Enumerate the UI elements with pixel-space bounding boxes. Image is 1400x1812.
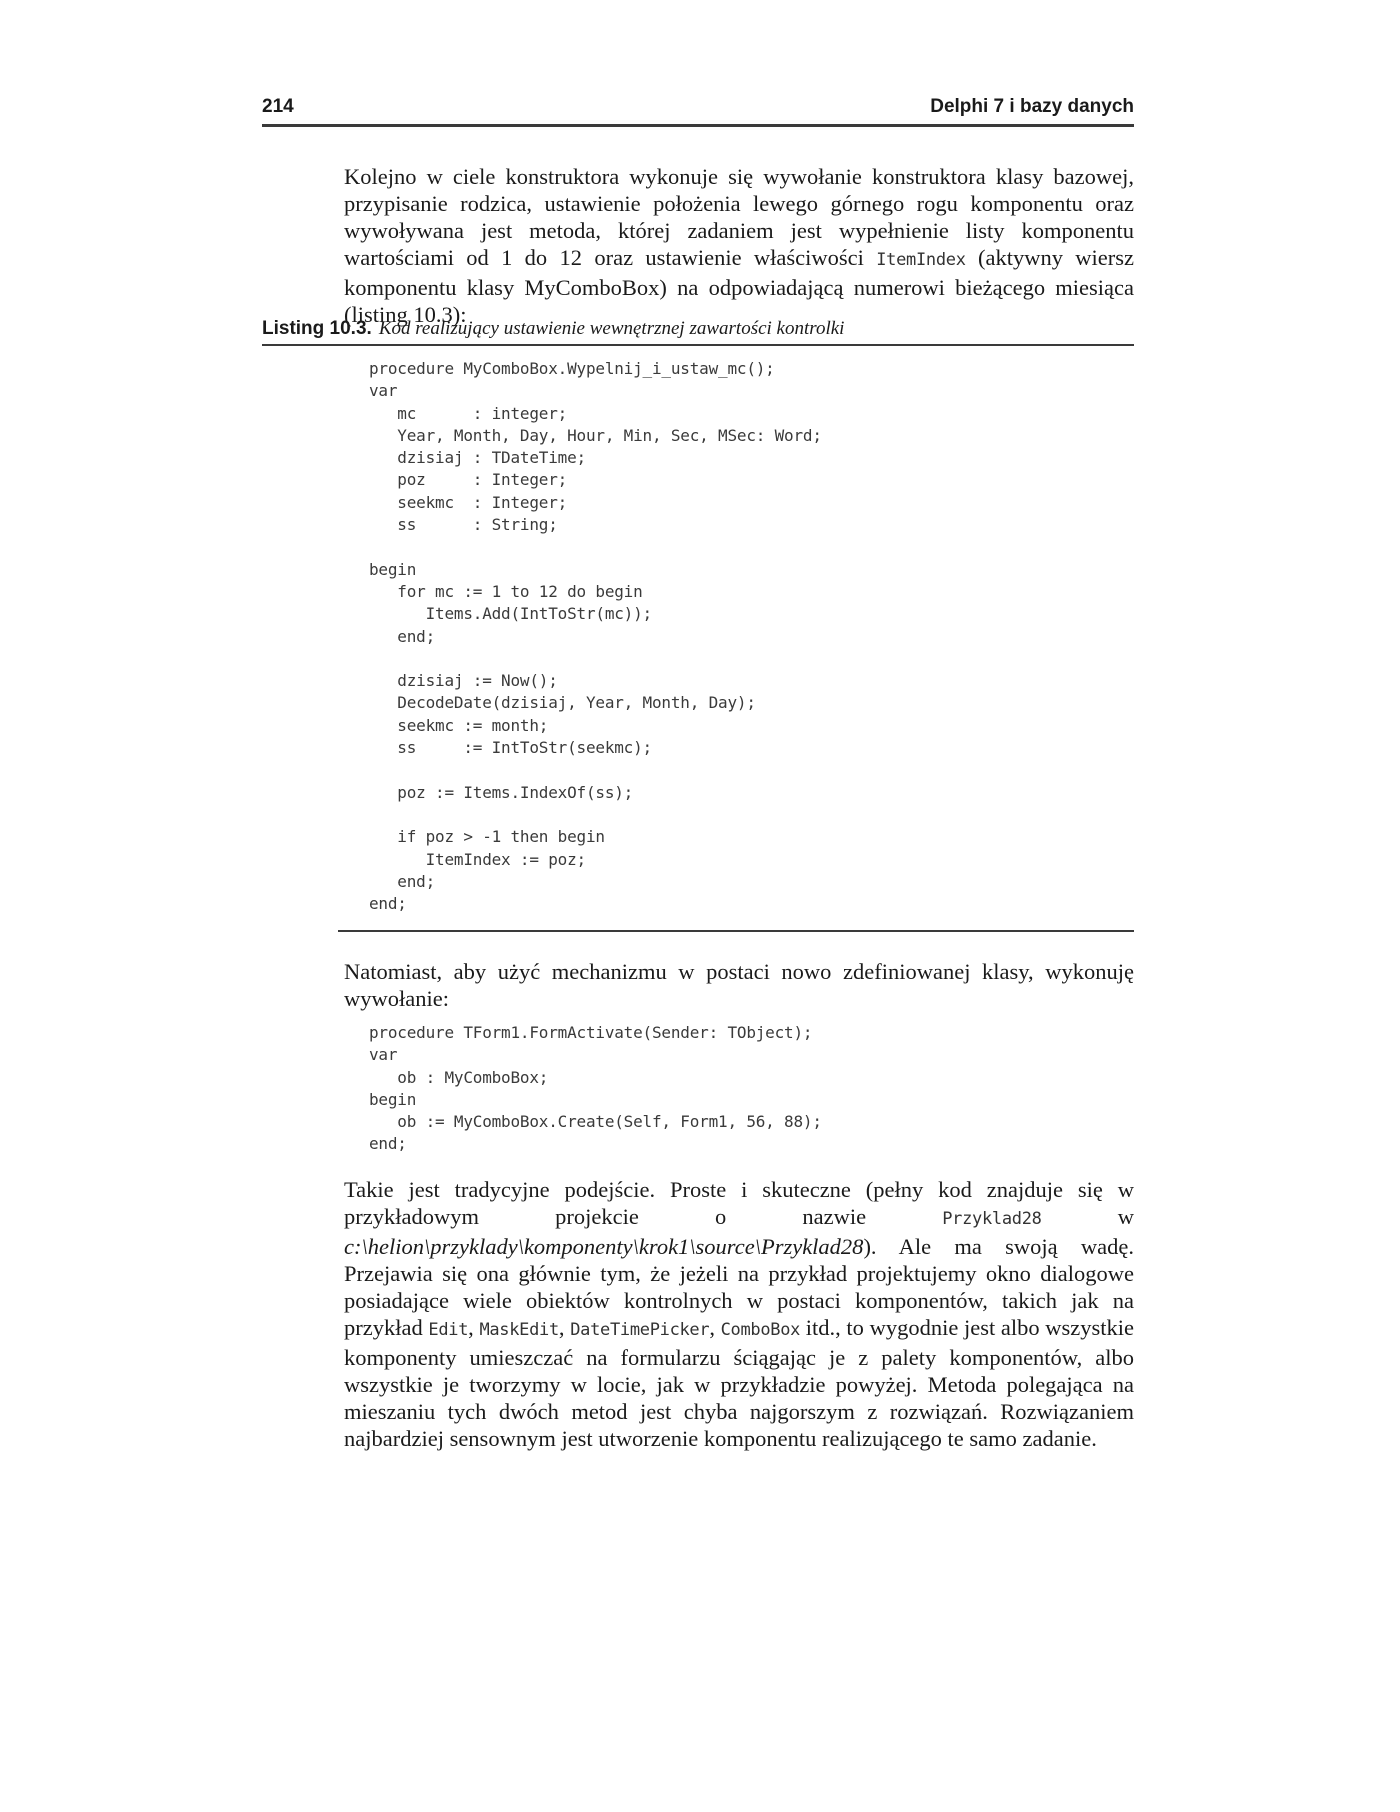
conclusion-text-4: itd., to wygodnie jest albo wszystkie komponenty umieszczać na formularzu ściągając je z palety komponentów, albo wszystkie je tworzymy w locie, jak w przykładzie powyżej. Metoda polegająca na mieszaniu tych dwóch metod jest chyba najgorszym z rozwiązań. Rozwiązaniem najbardziej sensownym jest utworzenie komponentu realizującego te samo zadanie. bbox=[344, 1315, 1135, 1451]
conclusion-text-2: w bbox=[1041, 1204, 1134, 1229]
book-title: Delphi 7 i bazy danych bbox=[930, 96, 1134, 117]
listing-label: Listing 10.3. bbox=[262, 318, 372, 339]
listing-end-rule bbox=[338, 930, 1134, 932]
page-number: 214 bbox=[262, 96, 294, 117]
intro-text-b: (aktywny wiersz komponentu klasy MyComboBox) na odpowiadającą numerowi bieżącego miesiąca (listing 10.3): bbox=[344, 245, 1135, 327]
maskedit-code: MaskEdit bbox=[479, 1320, 559, 1340]
project-name-code: Przyklad28 bbox=[942, 1209, 1042, 1229]
datetimepicker-code: DateTimePicker bbox=[570, 1320, 710, 1340]
separator-3: , bbox=[709, 1315, 721, 1340]
usage-paragraph: Natomiast, aby użyć mechanizmu w postaci nowo zdefiniowanej klasy, wykonuję wywołanie: bbox=[344, 959, 1134, 1011]
intro-text-a: Kolejno w ciele konstruktora wykonuje się wywołanie konstruktora klasy bazowej, przypisanie rodzica, ustawienie położenia lewego górnego rogu komponentu oraz wywoływana jest metoda, której zadaniem jest wypełnienie listy komponentu wartościami od 1 do 12 oraz ustawienie właściwości bbox=[344, 164, 1134, 270]
usage-code-block: procedure TForm1.FormActivate(Sender: TObject); var ob : MyComboBox; begin ob := MyComboBox.Create(Self, Form1, 56, 88); end; bbox=[369, 1023, 822, 1154]
conclusion-paragraph bbox=[344, 1176, 1134, 1452]
conclusion-text-3: ). Ale ma swoją wadę. Przejawia się ona głównie tym, że jeżeli na przykład projektujemy okno dialogowe posiadające wiele obiektów kontrolnych w postaci komponentów, takich jak na przykład bbox=[344, 1234, 1134, 1340]
project-path: c:\helion\przyklady\komponenty\krok1\source\Przyklad28 bbox=[344, 1234, 864, 1259]
combobox-code: ComboBox bbox=[720, 1320, 801, 1340]
edit-code: Edit bbox=[428, 1320, 469, 1340]
listing-code-block: procedure MyComboBox.Wypelnij_i_ustaw_mc(); var mc : integer; Year, Month, Day, Hour, Min, Sec, MSec: Word; dzisiaj : TDateTime; poz : Integer; seekmc : Integer; ss : String; begin for mc := 1 to 12 do begin Items.Add(IntToStr(mc)); end; dzisiaj := Now(); DecodeDate(dzisiaj, Year, Month, Day); seekmc := month; ss := IntToStr(seekmc); poz := Items.IndexOf(ss); if poz > -1 then begin ItemIndex := poz; end; end; bbox=[369, 359, 822, 914]
listing-description: Kod realizujący ustawienie wewnętrznej zawartości kontrolki bbox=[378, 318, 845, 339]
running-header bbox=[262, 96, 1134, 127]
listing-caption bbox=[262, 318, 1134, 346]
conclusion-text-1: Takie jest tradycyjne podejście. Proste i skuteczne (pełny kod znajduje się w przykładowym projekcie o nazwie bbox=[344, 1177, 1134, 1229]
separator-2: , bbox=[558, 1315, 571, 1340]
itemindex-code: ItemIndex bbox=[876, 250, 966, 270]
intro-paragraph bbox=[344, 163, 1134, 328]
separator-1: , bbox=[468, 1315, 480, 1340]
